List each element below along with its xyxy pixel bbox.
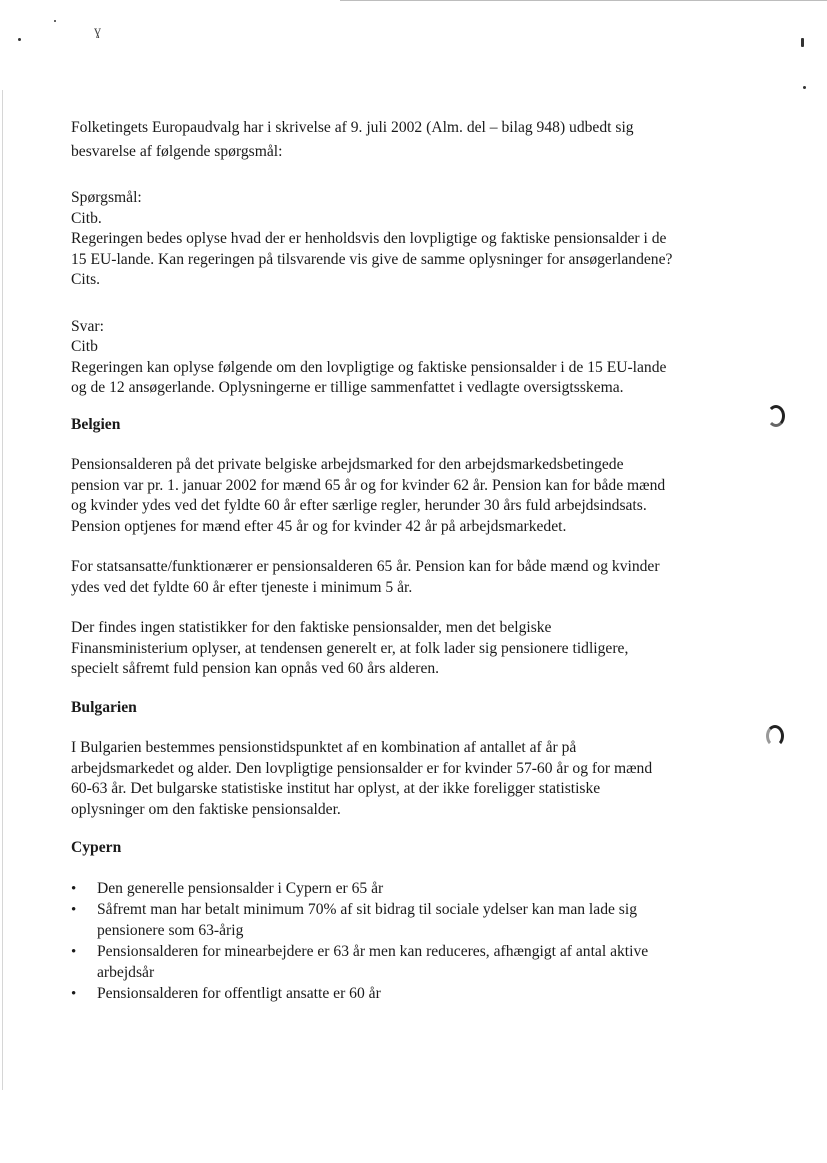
quote-close: Cits. (71, 271, 101, 288)
list-item (71, 984, 761, 1005)
paragraph-line: ydes ved det fyldte 60 år efter tjeneste i minimum 5 år. (71, 578, 413, 596)
answer-text-line: og de 12 ansøgerlande. Oplysningerne er tillige sammenfattet i vedlagte oversigtsskema. (71, 379, 624, 396)
belgium-paragraph-1 (71, 455, 761, 537)
section-cyprus (71, 838, 761, 1005)
question-block (71, 188, 761, 291)
paragraph-line: specielt såfremt fuld pension kan opnås ved 60 års alderen. (71, 660, 440, 677)
paragraph-line: 60-63 år. Det bulgarske statistiske institut har oplyst, at der ikke foreligger statistiske (71, 780, 601, 797)
belgium-paragraph-3 (71, 618, 761, 680)
paragraph-line: Pension optjenes for mænd efter 45 år og for kvinder 42 år på arbejdsmarkedet. (71, 517, 567, 535)
belgium-paragraph-2 (71, 557, 761, 598)
paragraph-line: arbejdsmarkedet og alder. Den lovpligtige pensionsalder er for kvinder 57-60 år og for mænd (71, 759, 653, 777)
paragraph-line: pension var pr. 1. januar 2002 for mænd 65 år og for kvinder 62 år. Pension kan for både mænd (71, 476, 666, 494)
scan-speck (801, 38, 804, 47)
paragraph-line: I Bulgarien bestemmes pensionstidspunktet af en kombination af antallet af år på (71, 739, 577, 756)
intro-line: Folketingets Europaudvalg har i skrivelse af 9. juli 2002 (Alm. del – bilag 948) udbedt sig (71, 119, 634, 136)
scan-speck (18, 38, 21, 41)
punch-hole-mark (767, 405, 785, 427)
list-item (71, 942, 761, 983)
bullet-icon: • (71, 944, 77, 960)
section-bulgaria (71, 698, 761, 821)
bulgaria-paragraph-1 (71, 738, 761, 820)
scan-mark-top-left: ɣ (94, 24, 101, 39)
list-item-text: arbejdsår (97, 963, 155, 981)
section-heading-bulgaria: Bulgarien (71, 698, 137, 716)
section-heading-cyprus: Cypern (71, 839, 122, 856)
quote-open: Citb (71, 338, 98, 355)
intro-paragraph (71, 118, 761, 162)
list-item (71, 900, 761, 941)
answer-block (71, 317, 761, 399)
scan-speck (54, 20, 56, 22)
scan-speck (803, 86, 806, 89)
question-label: Spørgsmål: (71, 189, 142, 206)
bullet-icon: • (71, 986, 77, 1002)
list-item-text: Pensionsalderen for offentligt ansatte er 60 år (97, 985, 381, 1002)
answer-label: Svar: (71, 317, 104, 335)
scan-top-rule (340, 0, 827, 1)
list-item-text: Såfremt man har betalt minimum 70% af sit bidrag til sociale ydelser kan man lade sig (97, 901, 638, 918)
list-item-text: Den generelle pensionsalder i Cypern er 65 år (97, 879, 384, 897)
question-text-line: 15 EU-lande. Kan regeringen på tilsvarende vis give de samme oplysninger for ansøgerlandene? (71, 250, 673, 268)
intro-line: besvarelse af følgende spørgsmål: (71, 142, 283, 160)
paragraph-line: oplysninger om den faktiske pensionsalder. (71, 800, 341, 818)
answer-text-line: Regeringen kan oplyse følgende om den lovpligtige og faktiske pensionsalder i de 15 EU-lande (71, 358, 667, 376)
list-item-text: Pensionsalderen for minearbejdere er 63 år men kan reduceres, afhængigt af antal aktive (97, 943, 649, 960)
punch-hole-mark (766, 725, 784, 747)
document-body (71, 118, 761, 1006)
bullet-icon: • (71, 902, 77, 918)
bullet-icon: • (71, 880, 77, 897)
list-item (71, 879, 761, 900)
list-item-text: pensionere som 63-årig (97, 921, 244, 939)
paragraph-line: Der findes ingen statistikker for den faktiske pensionsalder, men det belgiske (71, 619, 552, 636)
paragraph-line: Pensionsalderen på det private belgiske arbejdsmarked for den arbejdsmarkedsbetingede (71, 456, 624, 473)
question-text-line: Regeringen bedes oplyse hvad der er henholdsvis den lovpligtige og faktiske pensionsalder i de (71, 230, 667, 247)
scan-left-rule (2, 90, 3, 1090)
section-belgium (71, 415, 761, 680)
paragraph-line: og kvinder ydes ved det fyldte 60 år efter særlige regler, herunder 30 års fuld arbejdsindsats. (71, 497, 647, 514)
cyprus-bullet-list (71, 879, 761, 1005)
quote-open: Citb. (71, 209, 102, 227)
paragraph-line: Finansministerium oplyser, at tendensen generelt er, at folk lader sig pensionere tidligere, (71, 639, 629, 657)
section-heading-belgium: Belgien (71, 415, 121, 433)
paragraph-line: For statsansatte/funktionærer er pensionsalderen 65 år. Pension kan for både mænd og kvinder (71, 558, 660, 575)
